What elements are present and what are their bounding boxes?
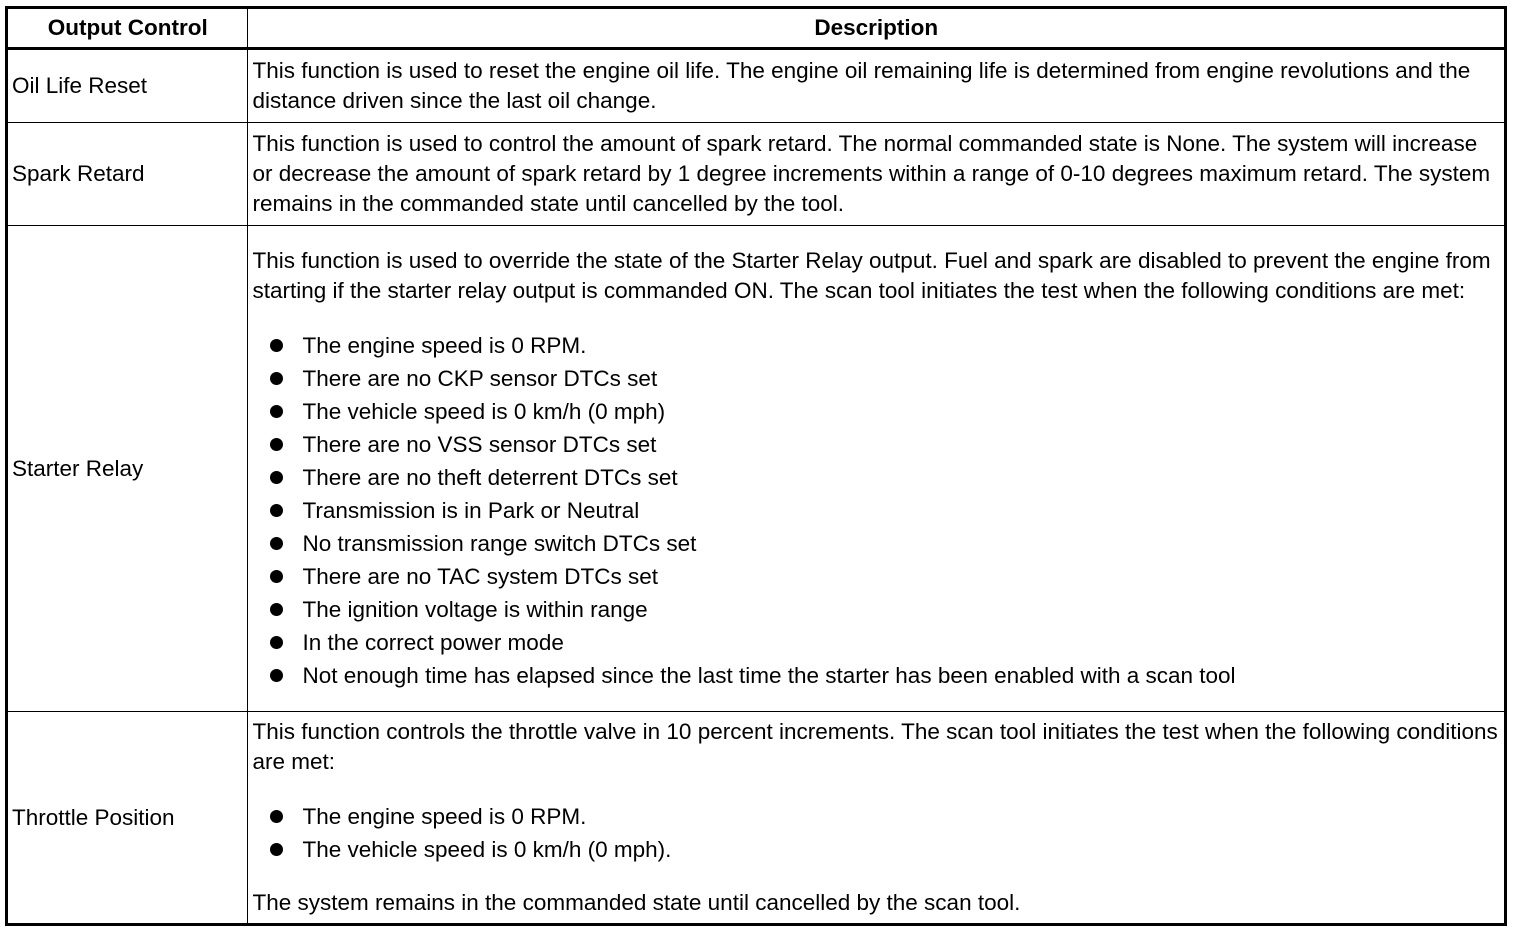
description-paragraph: This function is used to reset the engine oil life. The engine oil remaining life is determined from engine revolutions and the distance driven since the last oil change. — [252, 58, 1471, 113]
output-control-name: Throttle Position — [7, 712, 248, 925]
list-item: In the correct power mode — [252, 626, 1500, 659]
table-row-throttle-position — [7, 712, 1506, 925]
description-cell — [248, 712, 1506, 925]
description-paragraph: This function controls the throttle valve in 10 percent increments. The scan tool initiates the test when the following conditions are met: — [252, 719, 1498, 774]
table-row-starter-relay — [7, 226, 1506, 712]
list-item: No transmission range switch DTCs set — [252, 527, 1500, 560]
condition-list — [252, 329, 1500, 692]
output-control-table — [5, 6, 1507, 926]
description-paragraph: This function is used to override the state of the Starter Relay output. Fuel and spark are disabled to prevent the engine from starting if the starter relay output is commanded ON. The scan tool initiates the test when the following conditions are met: — [252, 247, 1491, 303]
description-cell — [248, 49, 1506, 123]
list-item: There are no CKP sensor DTCs set — [252, 362, 1500, 395]
header-output-control: Output Control — [7, 8, 248, 49]
list-item: The engine speed is 0 RPM. — [252, 800, 1500, 833]
header-row — [7, 8, 1506, 49]
list-item: The ignition voltage is within range — [252, 593, 1500, 626]
description-paragraph: This function is used to control the amount of spark retard. The normal commanded state is None. The system will increase or decrease the amount of spark retard by 1 degree increments within a range of 0-10 degrees maximum retard. The system remains in the commanded state until cancelled by the tool. — [252, 131, 1491, 216]
list-item: Transmission is in Park or Neutral — [252, 494, 1500, 527]
list-item: There are no VSS sensor DTCs set — [252, 428, 1500, 461]
condition-list — [252, 800, 1500, 866]
output-control-name: Starter Relay — [7, 226, 248, 712]
table-row-spark-retard — [7, 123, 1506, 226]
list-item: There are no theft deterrent DTCs set — [252, 461, 1500, 494]
header-description: Description — [248, 8, 1506, 49]
list-item: Not enough time has elapsed since the last time the starter has been enabled with a scan tool — [252, 659, 1500, 692]
output-control-name: Spark Retard — [7, 123, 248, 226]
description-trailing-paragraph: The system remains in the commanded state until cancelled by the scan tool. — [252, 890, 1021, 915]
description-cell — [248, 226, 1506, 712]
list-item: The engine speed is 0 RPM. — [252, 329, 1500, 362]
table-row-oil-life-reset — [7, 49, 1506, 123]
list-item: The vehicle speed is 0 km/h (0 mph). — [252, 833, 1500, 866]
description-cell — [248, 123, 1506, 226]
list-item: The vehicle speed is 0 km/h (0 mph) — [252, 395, 1500, 428]
output-control-name: Oil Life Reset — [7, 49, 248, 123]
list-item: There are no TAC system DTCs set — [252, 560, 1500, 593]
